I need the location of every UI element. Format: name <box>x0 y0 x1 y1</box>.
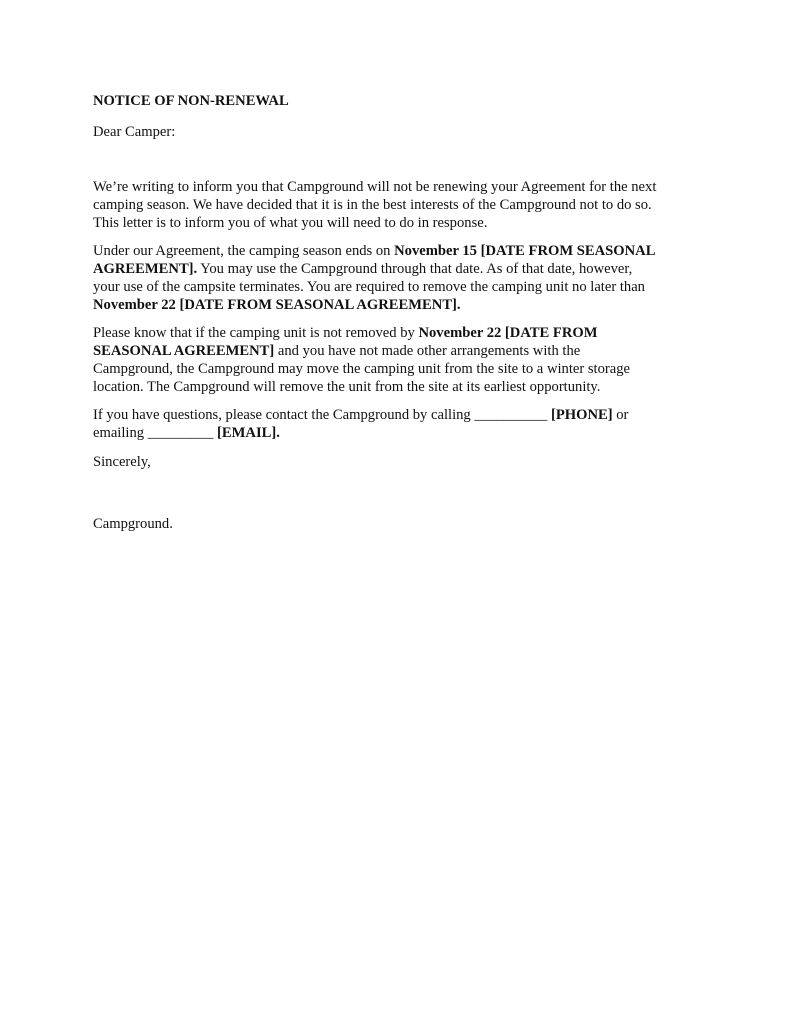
contact-or: or <box>612 407 629 423</box>
contact-text: If you have questions, please contact the Campground by calling __________ <box>93 407 551 423</box>
phone-placeholder: [PHONE] <box>550 407 613 423</box>
paragraph-non-renewal <box>93 178 713 232</box>
paragraph-line <box>93 296 713 314</box>
season-end-date: November 15 [DATE FROM SEASONAL <box>394 243 656 259</box>
paragraph-line: We’re writing to inform you that Campground will not be renewing your Agreement for the next <box>93 179 657 195</box>
paragraph-storage <box>93 324 713 396</box>
paragraph-line <box>93 424 713 442</box>
storage-text: Please know that if the camping unit is not removed by <box>93 325 419 341</box>
storage-date: November 22 [DATE FROM <box>418 325 598 341</box>
paragraph-line <box>93 324 713 342</box>
letter-body <box>93 92 713 533</box>
paragraph-line: This letter is to inform you of what you will need to do in response. <box>93 215 488 231</box>
paragraph-season-end <box>93 242 713 314</box>
paragraph-line: your use of the campsite terminates. You are required to remove the camping unit no later than <box>93 279 645 295</box>
storage-text-cont: and you have not made other arrangements with the <box>274 343 581 359</box>
letter-title: NOTICE OF NON-RENEWAL <box>93 93 289 109</box>
storage-date-cont: SEASONAL AGREEMENT] <box>93 343 275 359</box>
closing: Sincerely, <box>93 454 151 470</box>
email-placeholder: [EMAIL]. <box>217 425 280 441</box>
season-end-text: Under our Agreement, the camping season ends on <box>93 243 395 259</box>
paragraph-line <box>93 406 713 424</box>
paragraph-line <box>93 242 713 260</box>
salutation: Dear Camper: <box>93 124 176 140</box>
signature: Campground. <box>93 516 173 532</box>
usage-text: You may use the Campground through that date. As of that date, however, <box>197 261 633 277</box>
season-end-date-cont: AGREEMENT]. <box>93 261 198 277</box>
email-text: emailing _________ <box>93 425 218 441</box>
paragraph-line: location. The Campground will remove the unit from the site at its earliest opportunity. <box>93 379 601 395</box>
paragraph-line: Campground, the Campground may move the camping unit from the site to a winter storage <box>93 361 631 377</box>
paragraph-line <box>93 260 713 278</box>
paragraph-line <box>93 342 713 360</box>
removal-deadline: November 22 [DATE FROM SEASONAL AGREEMENT]. <box>93 297 461 313</box>
paragraph-contact <box>93 406 713 442</box>
paragraph-line: camping season. We have decided that it is in the best interests of the Campground not to do so. <box>93 197 652 213</box>
